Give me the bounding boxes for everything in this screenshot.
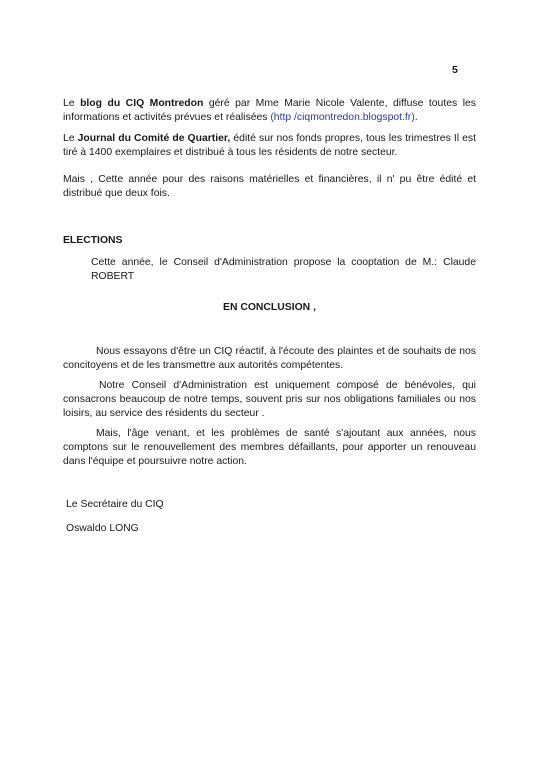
blog-prefix: Le xyxy=(63,98,81,109)
blog-name: blog du CIQ Montredon xyxy=(80,98,204,109)
signature-name: Oswaldo LONG xyxy=(66,523,139,534)
conclusion-paragraph-2 xyxy=(63,379,476,421)
elections-heading: ELECTIONS xyxy=(63,235,123,246)
journal-text: édité sur nos fonds propres, tous les trimestres Il est tiré à 1400 exemplaires et distribué à tous les résidents de notre secteur. xyxy=(63,133,476,158)
conclusion-paragraph-3 xyxy=(63,427,476,469)
journal-paragraph xyxy=(63,132,476,160)
conclusion-paragraph-1 xyxy=(63,345,476,373)
journal-title: Journal du Comité de Quartier, xyxy=(77,133,231,144)
year-paragraph: Mais , Cette année pour des raisons matérielles et financières, il n' pu être édité et distribué que deux fois. xyxy=(63,174,476,199)
signature-role: Le Secrétaire du CIQ xyxy=(66,499,164,510)
conclusion-paragraph-1-text: Nous essayons d'être un CIQ réactif, à l'écoute des plaintes et de souhaits de nos concitoyens et de les transmettre aux autorités compétentes. xyxy=(63,346,476,371)
conclusion-heading: EN CONCLUSION , xyxy=(223,302,316,313)
conclusion-paragraph-3-text: Mais, l'âge venant, et les problèmes de santé s'ajoutant aux années, nous comptons sur le renouvellement des membres défaillants, pour apporter un renouveau dans l'équipe et poursuivre notre action. xyxy=(63,428,476,467)
blog-description: géré par Mme Marie Nicole Valente, diffuse toutes les informations et activités prévues et réalisées xyxy=(63,98,476,123)
blog-link[interactable]: (http /ciqmontredon.blogspot.fr) xyxy=(270,112,415,123)
blog-paragraph xyxy=(63,97,476,125)
blog-suffix: . xyxy=(414,112,418,123)
page-number: 5 xyxy=(452,64,458,76)
conclusion-paragraph-2-text: Notre Conseil d'Administration est uniquement composé de bénévoles, qui consacrons beaucoup de notre temps, souvent pris sur nos obligations familiales ou nos loisirs, au service des résidents du secteur . xyxy=(63,380,476,419)
elections-paragraph: Cette année, le Conseil d'Administration propose la cooptation de M.: Claude ROBERT xyxy=(91,257,476,282)
journal-prefix: Le xyxy=(63,133,78,144)
